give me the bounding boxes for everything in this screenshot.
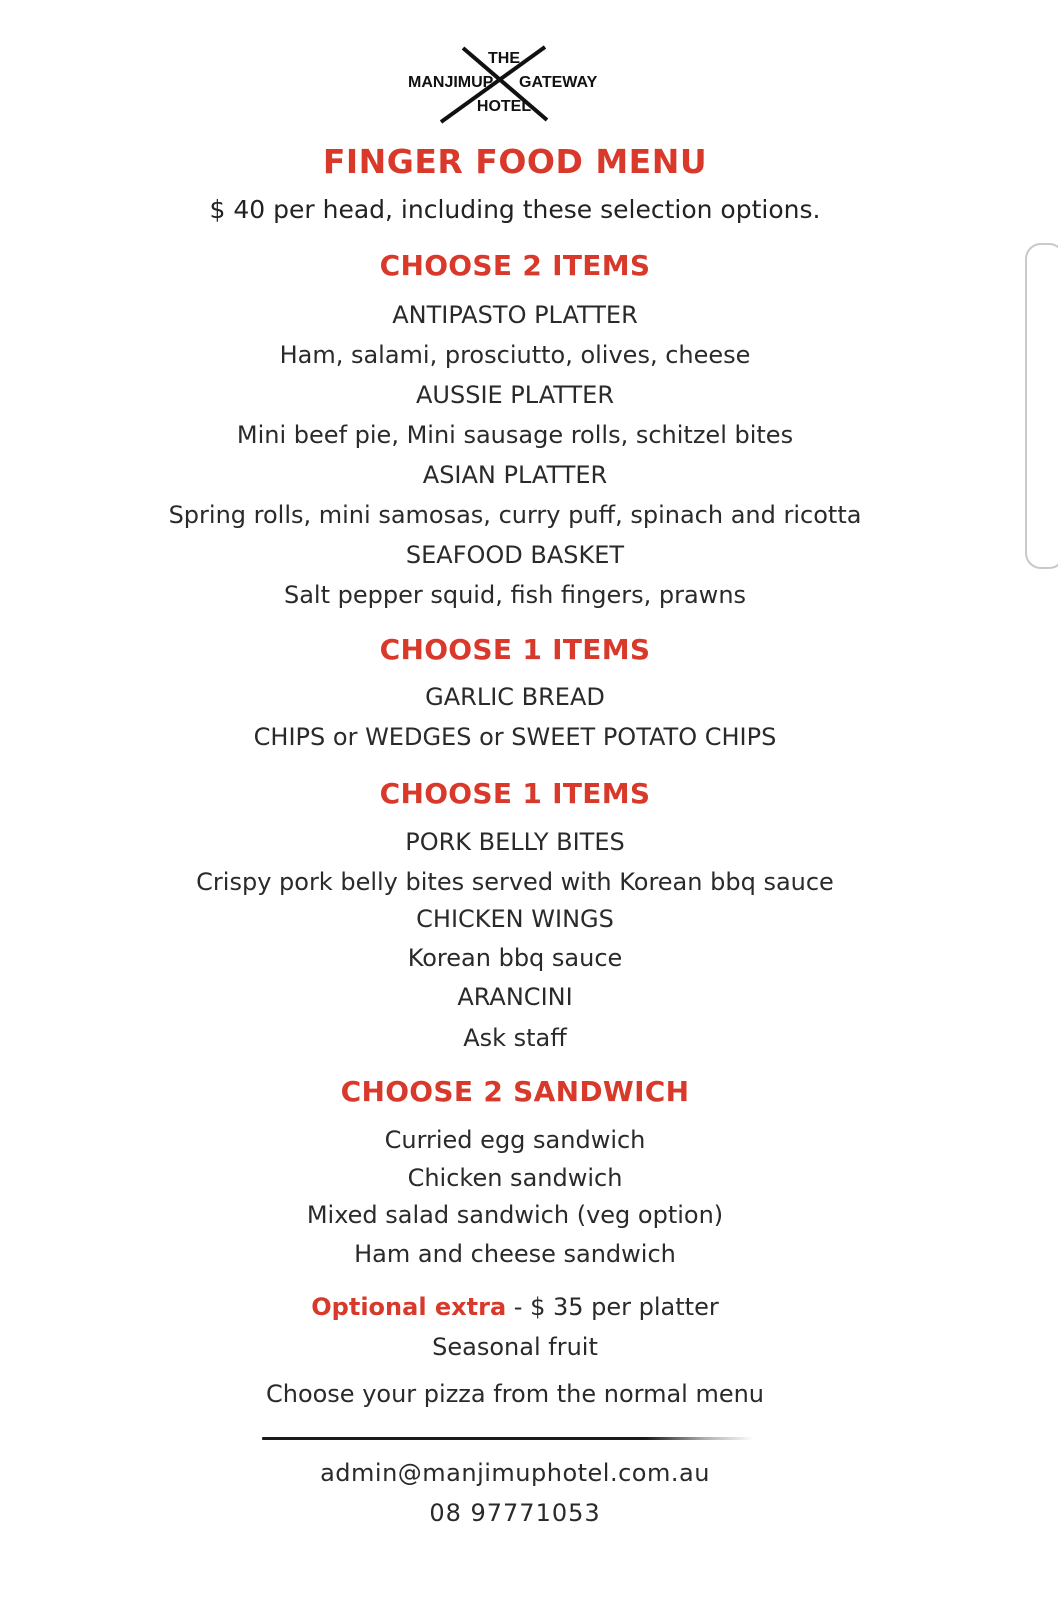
menu-item-description: Mini beef pie, Mini sausage rolls, schitzel bites <box>236 421 794 449</box>
section-heading: CHOOSE 2 ITEMS <box>379 249 651 282</box>
menu-item-name: ANTIPASTO PLATTER <box>392 301 638 329</box>
menu-item-name: GARLIC BREAD <box>425 683 605 711</box>
menu-item-description: Spring rolls, mini samosas, curry puff, spinach and ricotta <box>168 501 862 529</box>
logo-text-the: THE <box>488 50 520 67</box>
section-heading: CHOOSE 2 SANDWICH <box>340 1075 690 1108</box>
menu-item-name: Ham and cheese sandwich <box>354 1240 676 1268</box>
section-heading: CHOOSE 1 ITEMS <box>379 777 651 810</box>
logo-x-mark <box>408 44 608 126</box>
optional-extra-item: Seasonal fruit <box>432 1333 598 1361</box>
logo-text-hotel: HOTEL <box>476 98 532 115</box>
menu-item-name: Curried egg sandwich <box>384 1126 646 1154</box>
contact-phone[interactable]: 08 97771053 <box>429 1499 601 1527</box>
menu-item-description: Ham, salami, prosciutto, olives, cheese <box>279 341 751 369</box>
menu-item-name: SEAFOOD BASKET <box>405 541 625 569</box>
menu-item-name: ASIAN PLATTER <box>422 461 608 489</box>
menu-item-description: Crispy pork belly bites served with Korean bbq sauce <box>196 868 834 896</box>
optional-extra-price: - $ 35 per platter <box>506 1293 719 1321</box>
menu-item-name: Chicken sandwich <box>407 1164 623 1192</box>
hotel-logo <box>408 44 608 126</box>
optional-extra-label: Optional extra <box>311 1293 507 1321</box>
contact-email[interactable]: admin@manjimuphotel.com.au <box>320 1459 710 1487</box>
menu-item-name: Mixed salad sandwich (veg option) <box>306 1201 724 1229</box>
scroll-handle[interactable] <box>1025 243 1058 569</box>
menu-item-description: Salt pepper squid, fish fingers, prawns <box>283 581 747 609</box>
price-intro: $ 40 per head, including these selection options. <box>209 195 821 224</box>
menu-title: FINGER FOOD MENU <box>322 142 708 181</box>
menu-item-description: Ask staff <box>463 1024 567 1052</box>
menu-item-description: Korean bbq sauce <box>407 944 623 972</box>
section-heading: CHOOSE 1 ITEMS <box>379 633 651 666</box>
divider-line <box>262 1437 754 1440</box>
menu-item-name: AUSSIE PLATTER <box>415 381 614 409</box>
pizza-note: Choose your pizza from the normal menu <box>265 1380 765 1408</box>
menu-item-name: PORK BELLY BITES <box>405 828 625 856</box>
logo-text-gateway: GATEWAY <box>519 74 598 91</box>
menu-item-name: CHICKEN WINGS <box>416 905 614 933</box>
menu-item-name: ARANCINI <box>457 983 573 1011</box>
logo-text-manjimup: MANJIMUP <box>408 74 494 91</box>
optional-extra-line <box>0 1295 1030 1319</box>
menu-item-name: CHIPS or WEDGES or SWEET POTATO CHIPS <box>253 723 777 751</box>
